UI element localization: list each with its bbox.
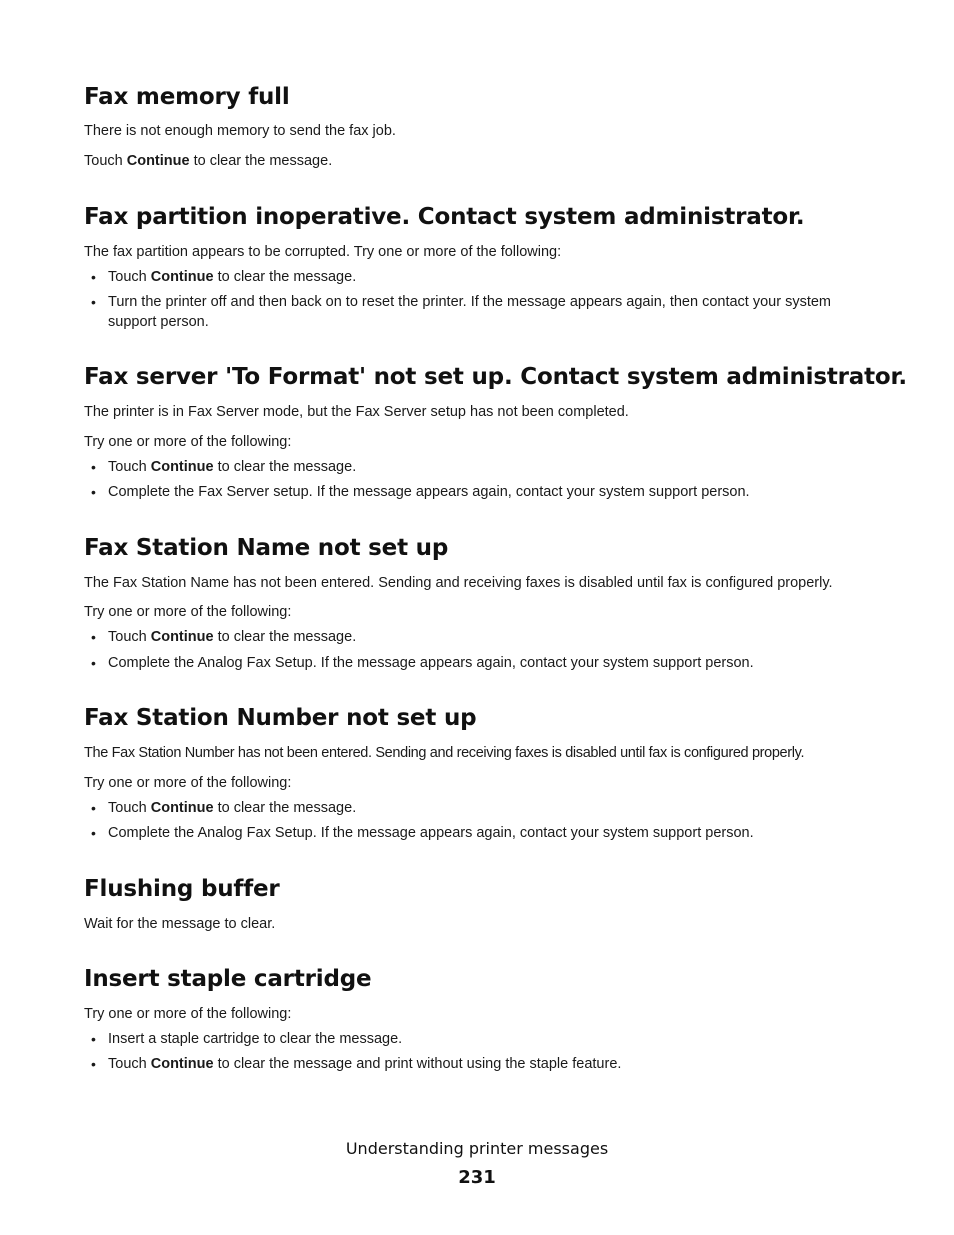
page-number: 231 <box>458 1167 496 1188</box>
paragraph: The fax partition appears to be corrupted. Try one or more of the following: <box>84 244 562 260</box>
paragraph: Try one or more of the following: <box>84 604 292 620</box>
continue-term: Continue <box>150 1056 214 1072</box>
heading-insert-staple-cartridge: Insert staple cartridge <box>84 966 372 992</box>
list-item: • Complete the Fax Server setup. If the message appears again, contact your system support person. <box>108 482 878 502</box>
continue-term: Continue <box>150 629 214 645</box>
continue-term: Continue <box>126 153 190 169</box>
paragraph: The Fax Station Number has not been entered. Sending and receiving faxes is disabled until fax is configured properly. <box>84 745 805 761</box>
heading-fax-memory-full: Fax memory full <box>84 84 290 110</box>
paragraph: The printer is in Fax Server mode, but the Fax Server setup has not been completed. <box>84 404 629 420</box>
continue-term: Continue <box>150 269 214 285</box>
heading-fax-station-number: Fax Station Number not set up <box>84 705 477 731</box>
list-item: • Touch Continue to clear the message. <box>108 627 878 647</box>
continue-term: Continue <box>150 459 214 475</box>
list-item: • Complete the Analog Fax Setup. If the message appears again, contact your system support person. <box>108 653 878 673</box>
paragraph: Try one or more of the following: <box>84 434 292 450</box>
heading-fax-server-to-format: Fax server 'To Format' not set up. Contact system administrator. <box>84 364 907 390</box>
list-item: • Touch Continue to clear the message. <box>108 798 878 818</box>
paragraph: Try one or more of the following: <box>84 1006 292 1022</box>
paragraph: Try one or more of the following: <box>84 775 292 791</box>
list-item: • Touch Continue to clear the message. <box>108 267 878 287</box>
heading-flushing-buffer: Flushing buffer <box>84 876 280 902</box>
heading-fax-partition-inoperative: Fax partition inoperative. Contact system administrator. <box>84 204 805 230</box>
heading-fax-station-name: Fax Station Name not set up <box>84 535 449 561</box>
list-item: • Touch Continue to clear the message. <box>108 457 878 477</box>
paragraph: Wait for the message to clear. <box>84 916 276 932</box>
footer-chapter-title: Understanding printer messages <box>345 1139 609 1158</box>
list-item: • Insert a staple cartridge to clear the message. <box>108 1029 878 1049</box>
list-item: • Touch Continue to clear the message and print without using the staple feature. <box>108 1054 878 1074</box>
list-item: • Complete the Analog Fax Setup. If the message appears again, contact your system support person. <box>108 823 878 843</box>
continue-term: Continue <box>150 800 214 816</box>
paragraph: The Fax Station Name has not been entered. Sending and receiving faxes is disabled until fax is configured properly. <box>84 575 833 591</box>
list-item: • Turn the printer off and then back on to reset the printer. If the message appears again, then contact your system support person. <box>108 292 878 332</box>
paragraph: There is not enough memory to send the fax job. <box>84 123 396 139</box>
paragraph: Touch Continue to clear the message. <box>84 153 333 169</box>
